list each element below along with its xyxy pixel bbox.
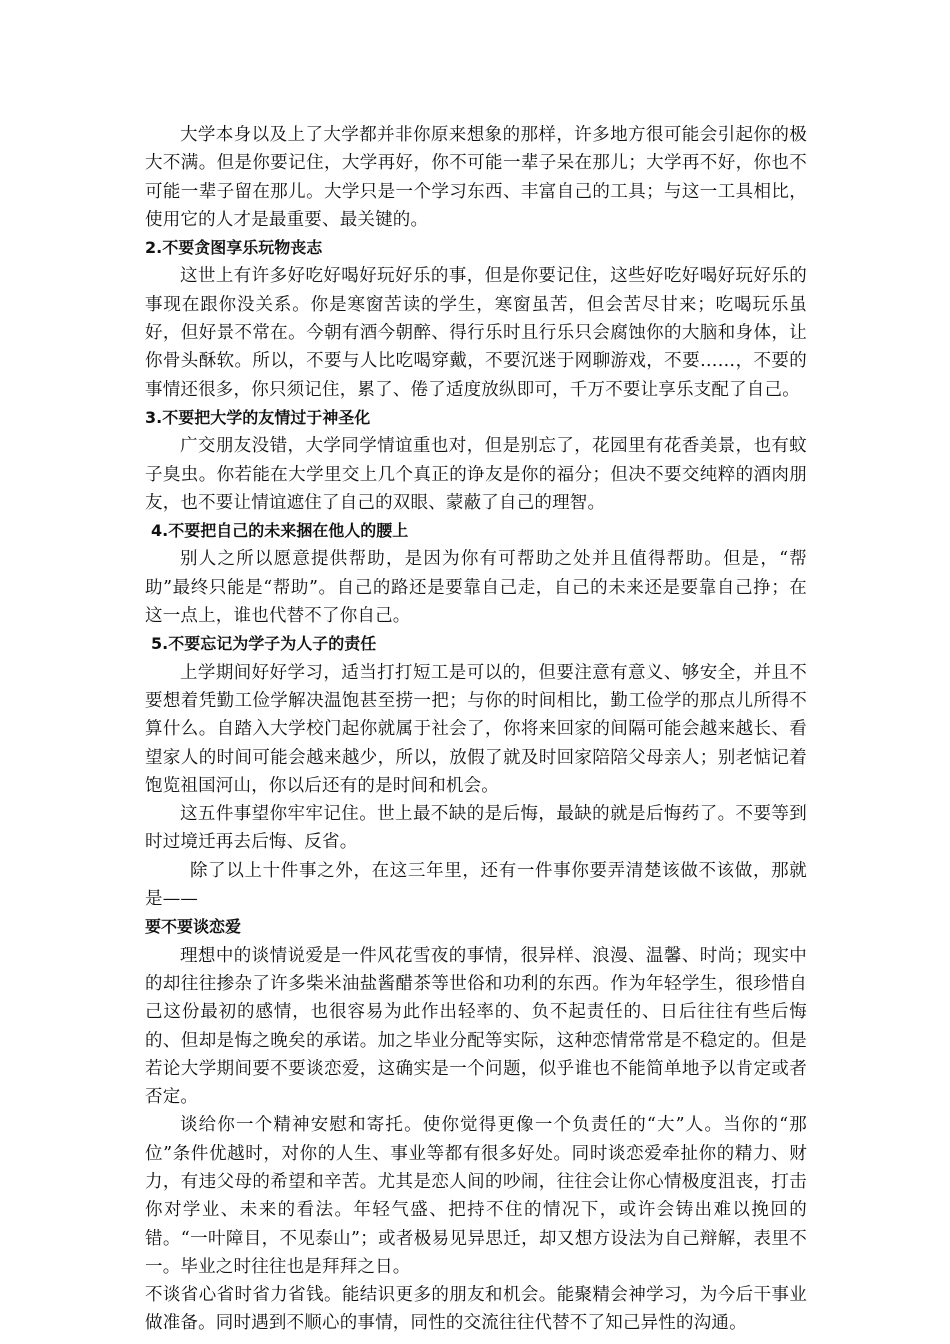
section-heading: 5.不要忘记为学子为人子的责任 xyxy=(151,634,377,654)
body-paragraph: 大学本身以及上了大学都并非你原来想象的那样，许多地方很可能会引起你的极大不满。但是你要记住，大学再好，你不可能一辈子呆在那儿；大学再不好，你也不可能一辈子留在那儿。大学只是一个学习东西、丰富自己的工具；与这一工具相比，使用它的人才是最重要、最关键的。 xyxy=(145,125,807,230)
body-paragraph: 不谈省心省时省力省钱。能结识更多的朋友和机会。能聚精会神学习，为今后干事业做准备。同时遇到不顺心的事情，同性的交流往往代替不了知己异性的沟通。 xyxy=(145,1285,807,1334)
section-heading: 4.不要把自己的未来捆在他人的腰上 xyxy=(151,521,409,541)
body-paragraph: 谈给你一个精神安慰和寄托。使你觉得更像一个负责任的“大”人。当你的“那位”条件优越时，对你的人生、事业等都有很多好处。同时谈恋爱牵扯你的精力、财力，有违父母的希望和辛苦。尤其是恋人间的吵闹，往往会让你心情极度沮丧，打击你对学业、未来的看法。年轻气盛、把持不住的情况下，或许会铸出难以挽回的错。“一叶障目，不见泰山”；或者极易见异思迁，却又想方设法为自己辩解，表里不一。毕业之时往往也是拜拜之日。 xyxy=(145,1115,807,1277)
body-paragraph: 这世上有许多好吃好喝好玩好乐的事，但是你要记住，这些好吃好喝好玩好乐的事现在跟你没关系。你是寒窗苦读的学生，寒窗虽苦，但会苦尽甘来；吃喝玩乐虽好，但好景不常在。今朝有酒今朝醉、得行乐时且行乐只会腐蚀你的大脑和身体，让你骨头酥软。所以，不要与人比吃喝穿戴，不要沉迷于网聊游戏，不要……，不要的事情还很多，你只须记住，累了、倦了适度放纵即可，千万不要让享乐支配了自己。 xyxy=(145,266,807,400)
body-paragraph: 这五件事望你牢牢记住。世上最不缺的是后悔，最缺的就是后悔药了。不要等到时过境迁再去后悔、反省。 xyxy=(145,804,807,853)
body-paragraph: 上学期间好好学习，适当打打短工是可以的，但要注意有意义、够安全，并且不要想着凭勤工俭学解决温饱甚至捞一把；与你的时间相比，勤工俭学的那点儿所得不算什么。自踏入大学校门起你就属于社会了，你将来回家的间隔可能会越来越长、看望家人的时间可能会越来越少，所以，放假了就及时回家陪陪父母亲人；别老惦记着饱览祖国河山，你以后还有的是时间和机会。 xyxy=(145,662,807,796)
document-body xyxy=(145,121,807,1338)
body-paragraph: 除了以上十件事之外，在这三年里，还有一件事你要弄清楚该做不该做，那就是—— xyxy=(145,860,807,910)
body-paragraph: 广交朋友没错，大学同学情谊重也对，但是别忘了，花园里有花香美景，也有蚊子臭虫。你若能在大学里交上几个真正的诤友是你的福分；但决不要交纯粹的酒肉朋友，也不要让情谊遮住了自己的双眼、蒙蔽了自己的理智。 xyxy=(145,436,807,513)
section-heading: 3.不要把大学的友情过于神圣化 xyxy=(145,407,371,427)
body-paragraph: 别人之所以愿意提供帮助，是因为你有可帮助之处并且值得帮助。但是，“帮助”最终只能是“帮助”。自己的路还是要靠自己走，自己的未来还是要靠自己挣；在这一点上，谁也代替不了你自己。 xyxy=(145,549,807,627)
body-paragraph: 理想中的谈情说爱是一件风花雪夜的事情，很异样、浪漫、温馨、时尚；现实中的却往往掺杂了许多柴米油盐酱醋茶等世俗和功利的东西。作为年轻学生，很珍惜自己这份最初的感情，也很容易为此作出轻率的、负不起责任的、日后往往有些后悔的、但却是悔之晚矣的承诺。加之毕业分配等实际，这种恋情常常是不稳定的。但是若论大学期间要不要谈恋爱，这确实是一个问题，似乎谁也不能简单地予以肯定或者否定。 xyxy=(145,945,807,1108)
section-heading: 2.不要贪图享乐玩物丧志 xyxy=(145,238,323,258)
section-heading: 要不要谈恋爱 xyxy=(145,917,242,937)
